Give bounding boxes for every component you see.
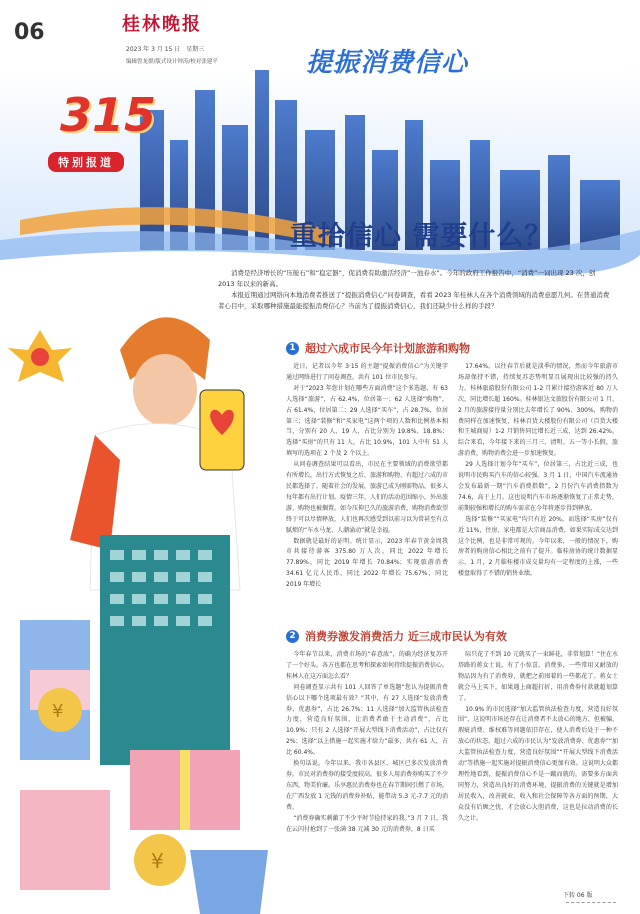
- section-1-title: 超过六成市民今年计划旅游和购物: [305, 342, 470, 355]
- s2c1-p2: 问卷调查显示共有 101 人回答了单选题“您认为提振消费信心以下哪个选项最有效？”其中，有 27 人选择“发放消费券、优惠券”，占比 26.7%；11 人选择“加大监管执法检查力度，营造良好氛围，让消费者敢于主动消费”，占比 10.9%；只有 2 人选择“开展大型线下消费活动”，占比仅有 2%；选择“以上措施一起实施才给力”最多，共有 61 人，占比 60.4%。: [286, 683, 448, 757]
- headline: 重拾信心 需要什么？: [290, 221, 553, 252]
- shopping-cart: [190, 850, 268, 914]
- s2c2-p1: 际只花了不到 10 元就买了一束鲜花，非常划算！”住在水塔路的蒋女士说。有了小惊喜，消费多，一些常用又耐放的物品因为有了消费券，就把之前囤着的一些都花了。蒋女士就会马上买下，如果遇上商超打折，用消费券付款就超划算了。: [458, 651, 618, 702]
- section-1-heading: [286, 340, 470, 356]
- svg-text:¥: ¥: [151, 849, 164, 873]
- building-front: [100, 535, 230, 765]
- editors-line: 编辑曾龙群/版式设计钟涛/校对张建平: [126, 59, 218, 65]
- section-1-column-1: [286, 362, 448, 616]
- lead-text-2: 本报近期通过网络向本地消费者推送了“提振消费信心”问卷调查，看看 2023 年桂林人在各个消费领域的消费意愿几何。在普通消费者心目中，采取哪种措施最能提振消费信心？当前为了提振消费信心，我们还缺少什么样的手段？: [218, 291, 610, 310]
- s1c1-p4: 数据就是最好的证明。统计显示，2023 年春节黄金周我市共接待游客 375.80 万人次，同比 2022 年增长 77.89%，同比 2019 年增长 70.84%；实现旅游消费 34.61 亿元人民币，同比 2022 年增长 75.67%，同比 2019 年增长: [286, 537, 448, 589]
- s1c2-p3: 选择“装修”“买家电”均只有近 20%，而选择“买房”仅有近 11%，住房、家电都是大宗商品消费，如果实际成交达到这个比例，也是非常可观的。今年以来，一般的情况下，购房者的购房信心相比之前有了提升。临桂房协的统计数据显示，1 月，2 月临桂楼市成交量均有一定程度的上涨，一些楼盘取得了不错的销售业绩。: [458, 515, 618, 578]
- section-title: 提振消费信心: [306, 48, 469, 78]
- lead-paragraph: [218, 268, 610, 312]
- s2c2-p2: 10.9% 的市民选择“加大监管执法检查力度，营造良好氛围”，这说明市场还存在让消费者不太放心的地方，但被骗、瑕疵消费、维权难等问题依旧存在，使人消费后处于一种不放心的状态。超过六成的市民认为“发放消费券、优惠券”“加大监管执法检查力度，营造良好氛围”“开展大型线下消费活动”等措施一起实施对提振消费信心更加有效。这说明大众都理性地看到，提振消费信心不是一蹴而就的，需要多方面共同努力，营造出良好的消费环境，提振消费的关键就是增加居民收入，改善就业、收入和社会保障等各方面的预期，大众没有后顾之忧，才会放心大胆消费，这也是拉动消费的长久之计。: [458, 705, 618, 822]
- s1c1-p3: 从问卷调查结果可以看出，市民在主要领域的消费欲望都有所增长，出行方式恢复之后，旅游和购物、有超过六成的市民都选择了。随着社会的发展，旅游已成为刚需物品，很多人每年都有出行计划。疫情三年，人们的活动范围缩小，外出旅游、购物也被搁置。如今压抑已久的旅游消费，购物消费欲望终于可以尽情释放，人们也再次感受到以前习以为常甚至有点腻烦的“车水马龙、人潮涌动”就是幸福。: [286, 461, 448, 534]
- section-2-title: 消费券激发消费活力 近三成市民认为有效: [305, 630, 507, 643]
- person-face: [133, 354, 197, 426]
- page-number: 06: [14, 20, 45, 45]
- section-2-heading: [286, 628, 507, 644]
- logo-315: 315: [60, 88, 157, 142]
- s1c2-p1: 17.64%。以往春节后就是淡季的情况，然而今年旅游市场却保持不错，持续复苏态势明显且展现出比较强的持久力。桂林旅游股份有限公司 1-2 月累计接待游客近 80 万人次，同比增长超 160%。桂林银达文旅股份有限公司 1 月、2 月的旅游接待量分别比去年增长了 90%、300%，购物消费同样在加速恢复，桂林百货大楼股份有限公司（百货大楼和王城商厦）1-2 月销售同比增长近三成，达到 26.42%。综合来看，今年接下来的三月三、清明、五一等小长假，旅游消费，购物消费会进一步加速恢复。: [458, 363, 618, 458]
- special-report-badge: 特别报道: [48, 152, 124, 172]
- s1c1-p1: 近日，记者以今年 3·15 的主题“提振消费信心”为关键字通过网络进行了问卷调查，共有 101 位市民参与。: [286, 363, 448, 381]
- s1c2-p2: 29 人选择计划今年“买车”，位居第三，占比近三成，也说明市民购买汽车的信心较强。3 月 1 日，中国汽车流通协会发布最新一期“汽车消费指数”，2 月份汽车消费指数为 74.6，高于上月。这也说明汽车市场逐渐恢复了正常走势，前期较强和增长的购车需求在今年将逐步得到释放。: [458, 461, 618, 512]
- issue-date: 2023 年 3 月 15 日 星期三: [126, 46, 205, 53]
- shopping-bag: [20, 790, 110, 890]
- footer-divider: [566, 902, 616, 903]
- s1c1-p2: 对于“2023 年您计划在哪些方面消费”这个多选题，有 63 人选择“旅游”，占 62.4%，位居第一；62 人选择“购物”，占 61.4%，位居第二；29 人选择“买车”，占 28.7%，位居第三；选择“装修”和“买家电”这两个项的人数和比例基本相当，分别有 20 人、19 人，占比分别为 19.8%、18.8%；选择“买房”的只有 11 人，占比 10.9%，101 人中有 51 人填写的选项在 2 个及 2 个以上。: [286, 384, 448, 458]
- svg-text:¥: ¥: [52, 701, 64, 722]
- s2c1-p1: 今年春节以来，消费市场的“春意浓”，的确为经济复苏开了一个好头。各方也都在思考和探索如何持续提振消费信心。桂林人在这方面怎么看？: [286, 651, 448, 680]
- section-2-column-2: [458, 650, 618, 884]
- section-2-number: 2: [286, 630, 299, 643]
- lead-text-1: 消费是经济增长的“压舱石”和“稳定器”，促消费有助激活经济“一池春水”。今年的政府工作报告中，“消费”一词出现 23 次，创 2013 年以来的新高。: [218, 269, 596, 288]
- section-1-number: 1: [286, 342, 299, 355]
- section-1-column-2: [458, 362, 618, 616]
- s2c1-p3: 换句话说，今年以来，我市各县区、城区已多次发放消费券。市民对消费券的接受度较高，很多人用消费券购买了不少东西，物美价廉。乐享惠民消费券也在春节期间引燃了市场，在广西发放 1 元钱的消费券补贴，能带动 5.3 元-7.7 元的消费。: [286, 760, 448, 811]
- section-2-column-1: [286, 650, 448, 884]
- shopping-illustration: [0, 290, 268, 914]
- newspaper-masthead: 桂林晚报: [122, 14, 202, 35]
- continued-on-page: 下转 06 版: [563, 892, 593, 899]
- s2c1-p4: “消费券确实刺激了不少平时节俭持家的我。”3 月 7 日，我在云闪付抢到了一张满 38 元减 30 元的消费券，8 日买: [286, 814, 448, 833]
